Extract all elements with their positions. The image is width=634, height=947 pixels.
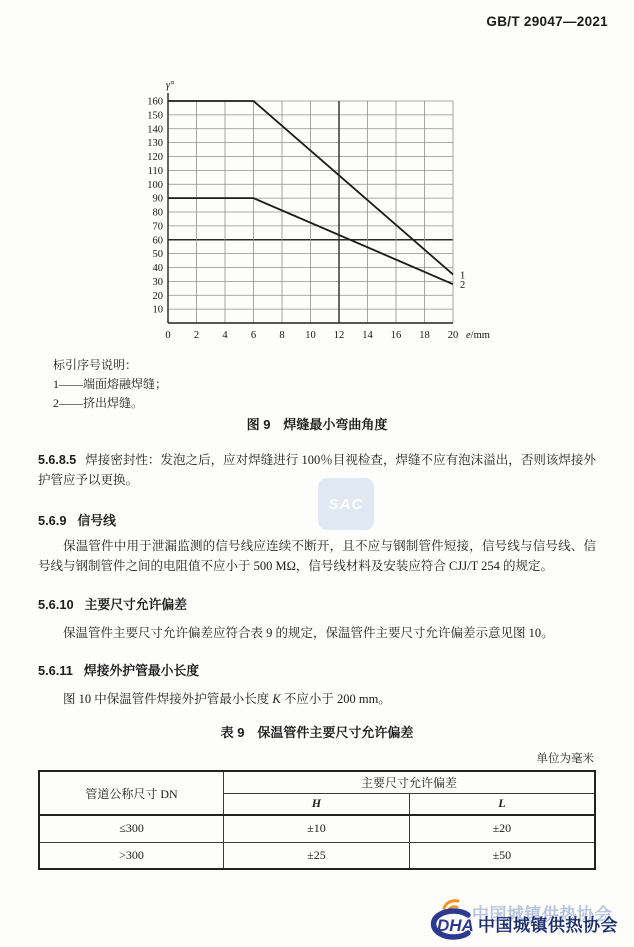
cdha-acronym: DHA — [437, 916, 474, 935]
svg-text:4: 4 — [222, 330, 228, 341]
cdha-name: 中国城镇供热协会 — [478, 915, 618, 935]
svg-text:12: 12 — [333, 330, 345, 341]
svg-text:18: 18 — [419, 330, 430, 341]
svg-text:80: 80 — [152, 207, 163, 219]
cdha-logo — [424, 893, 618, 943]
heading-title: 主要尺寸允许偏差 — [84, 597, 187, 612]
span-header: 主要尺寸允许偏差 — [224, 771, 595, 793]
svg-text:2: 2 — [460, 280, 466, 292]
heading-title: 信号线 — [77, 513, 116, 528]
svg-text:8: 8 — [279, 330, 285, 341]
cell-dn: ≤300 — [39, 815, 224, 842]
table-row — [39, 815, 595, 842]
cdha-logo-mark — [424, 895, 476, 941]
svg-text:140: 140 — [147, 124, 163, 136]
legend-item-1: 1——端面熔融焊缝； — [53, 377, 168, 391]
heading-5-6-9 — [38, 510, 116, 529]
variable-k: K — [272, 692, 281, 706]
figure9-caption: 图 9 焊缝最小弯曲角度 — [246, 417, 388, 432]
svg-text:14: 14 — [362, 330, 373, 341]
svg-text:160: 160 — [147, 96, 163, 108]
svg-text:130: 130 — [147, 138, 163, 150]
paragraph-5-6-11 — [38, 690, 596, 710]
col1-header: 管道公称尺寸 DN — [39, 771, 224, 815]
paragraph-5-6-9: 保温管件中用于泄漏监测的信号线应连续不断开，且不应与钢制管件短接，信号线与信号线、信号线与钢制管件之间的电阻值不应小于 500 MΩ，信号线材料及安装应符合 CJJ/T 254 的规定。 — [38, 539, 596, 573]
svg-text:30: 30 — [152, 276, 163, 288]
svg-text:150: 150 — [147, 110, 163, 122]
subheader-l: L — [409, 793, 595, 815]
cell-h: ±25 — [224, 842, 410, 869]
svg-text:20: 20 — [152, 290, 163, 302]
svg-text:e/mm: e/mm — [466, 330, 490, 341]
unit-note: 单位为毫米 — [536, 753, 594, 765]
cell-dn: >300 — [39, 842, 224, 869]
clause-number: 5.6.8.5 — [38, 453, 77, 467]
svg-text:70: 70 — [152, 221, 163, 233]
clause-5-6-8-5 — [38, 451, 596, 490]
svg-text:40: 40 — [152, 263, 163, 274]
svg-text:60: 60 — [152, 235, 163, 247]
svg-text:10: 10 — [305, 330, 316, 341]
svg-text:6: 6 — [250, 330, 257, 341]
standard-number: GB/T 29047—2021 — [486, 14, 608, 29]
svg-text:10: 10 — [152, 304, 163, 316]
svg-text:0: 0 — [165, 330, 171, 341]
svg-text:120: 120 — [147, 152, 163, 163]
svg-text:90: 90 — [152, 193, 163, 205]
svg-text:110: 110 — [147, 165, 163, 177]
heading-title: 焊接外护管最小长度 — [83, 663, 200, 678]
cell-l: ±20 — [409, 815, 595, 842]
legend-item-2: 2——挤出焊缝。 — [53, 396, 144, 410]
svg-text:γ°: γ° — [165, 80, 175, 91]
paragraph-text: 不应小于 200 mm。 — [280, 692, 391, 706]
heading-number: 5.6.10 — [38, 597, 74, 612]
sac-watermark-text: SAC — [328, 495, 364, 513]
svg-text:100: 100 — [147, 179, 163, 191]
svg-text:20: 20 — [447, 330, 459, 341]
table-header-row — [39, 771, 595, 793]
figure9-chart — [146, 75, 502, 348]
heading-5-6-10 — [38, 594, 187, 613]
heading-5-6-11 — [38, 660, 199, 679]
cell-h: ±10 — [224, 815, 410, 842]
svg-text:16: 16 — [390, 330, 402, 341]
clause-text: 焊接密封性：发泡之后，应对焊缝进行 100％目视检查，焊缝不应有泡沫溢出，否则该焊接外护管应予以更换。 — [38, 453, 596, 487]
heading-number: 5.6.9 — [38, 513, 67, 528]
heading-number: 5.6.11 — [38, 663, 73, 678]
table9 — [38, 770, 596, 870]
figure-legend — [53, 356, 167, 413]
table9-caption: 表 9 保温管件主要尺寸允许偏差 — [220, 725, 414, 740]
weld-bend-angle-chart — [146, 75, 502, 343]
svg-text:1: 1 — [460, 270, 466, 282]
legend-title: 标引序号说明： — [53, 358, 138, 372]
subheader-h: H — [224, 793, 410, 815]
paragraph-5-6-10: 保温管件主要尺寸允许偏差应符合表 9 的规定，保温管件主要尺寸允许偏差示意见图 10。 — [63, 626, 554, 640]
paragraph-text: 图 10 中保温管件焊接外护管最小长度 — [63, 692, 273, 706]
table-row — [39, 842, 595, 869]
cell-l: ±50 — [409, 842, 595, 869]
svg-text:50: 50 — [152, 249, 163, 261]
svg-text:2: 2 — [193, 330, 200, 341]
